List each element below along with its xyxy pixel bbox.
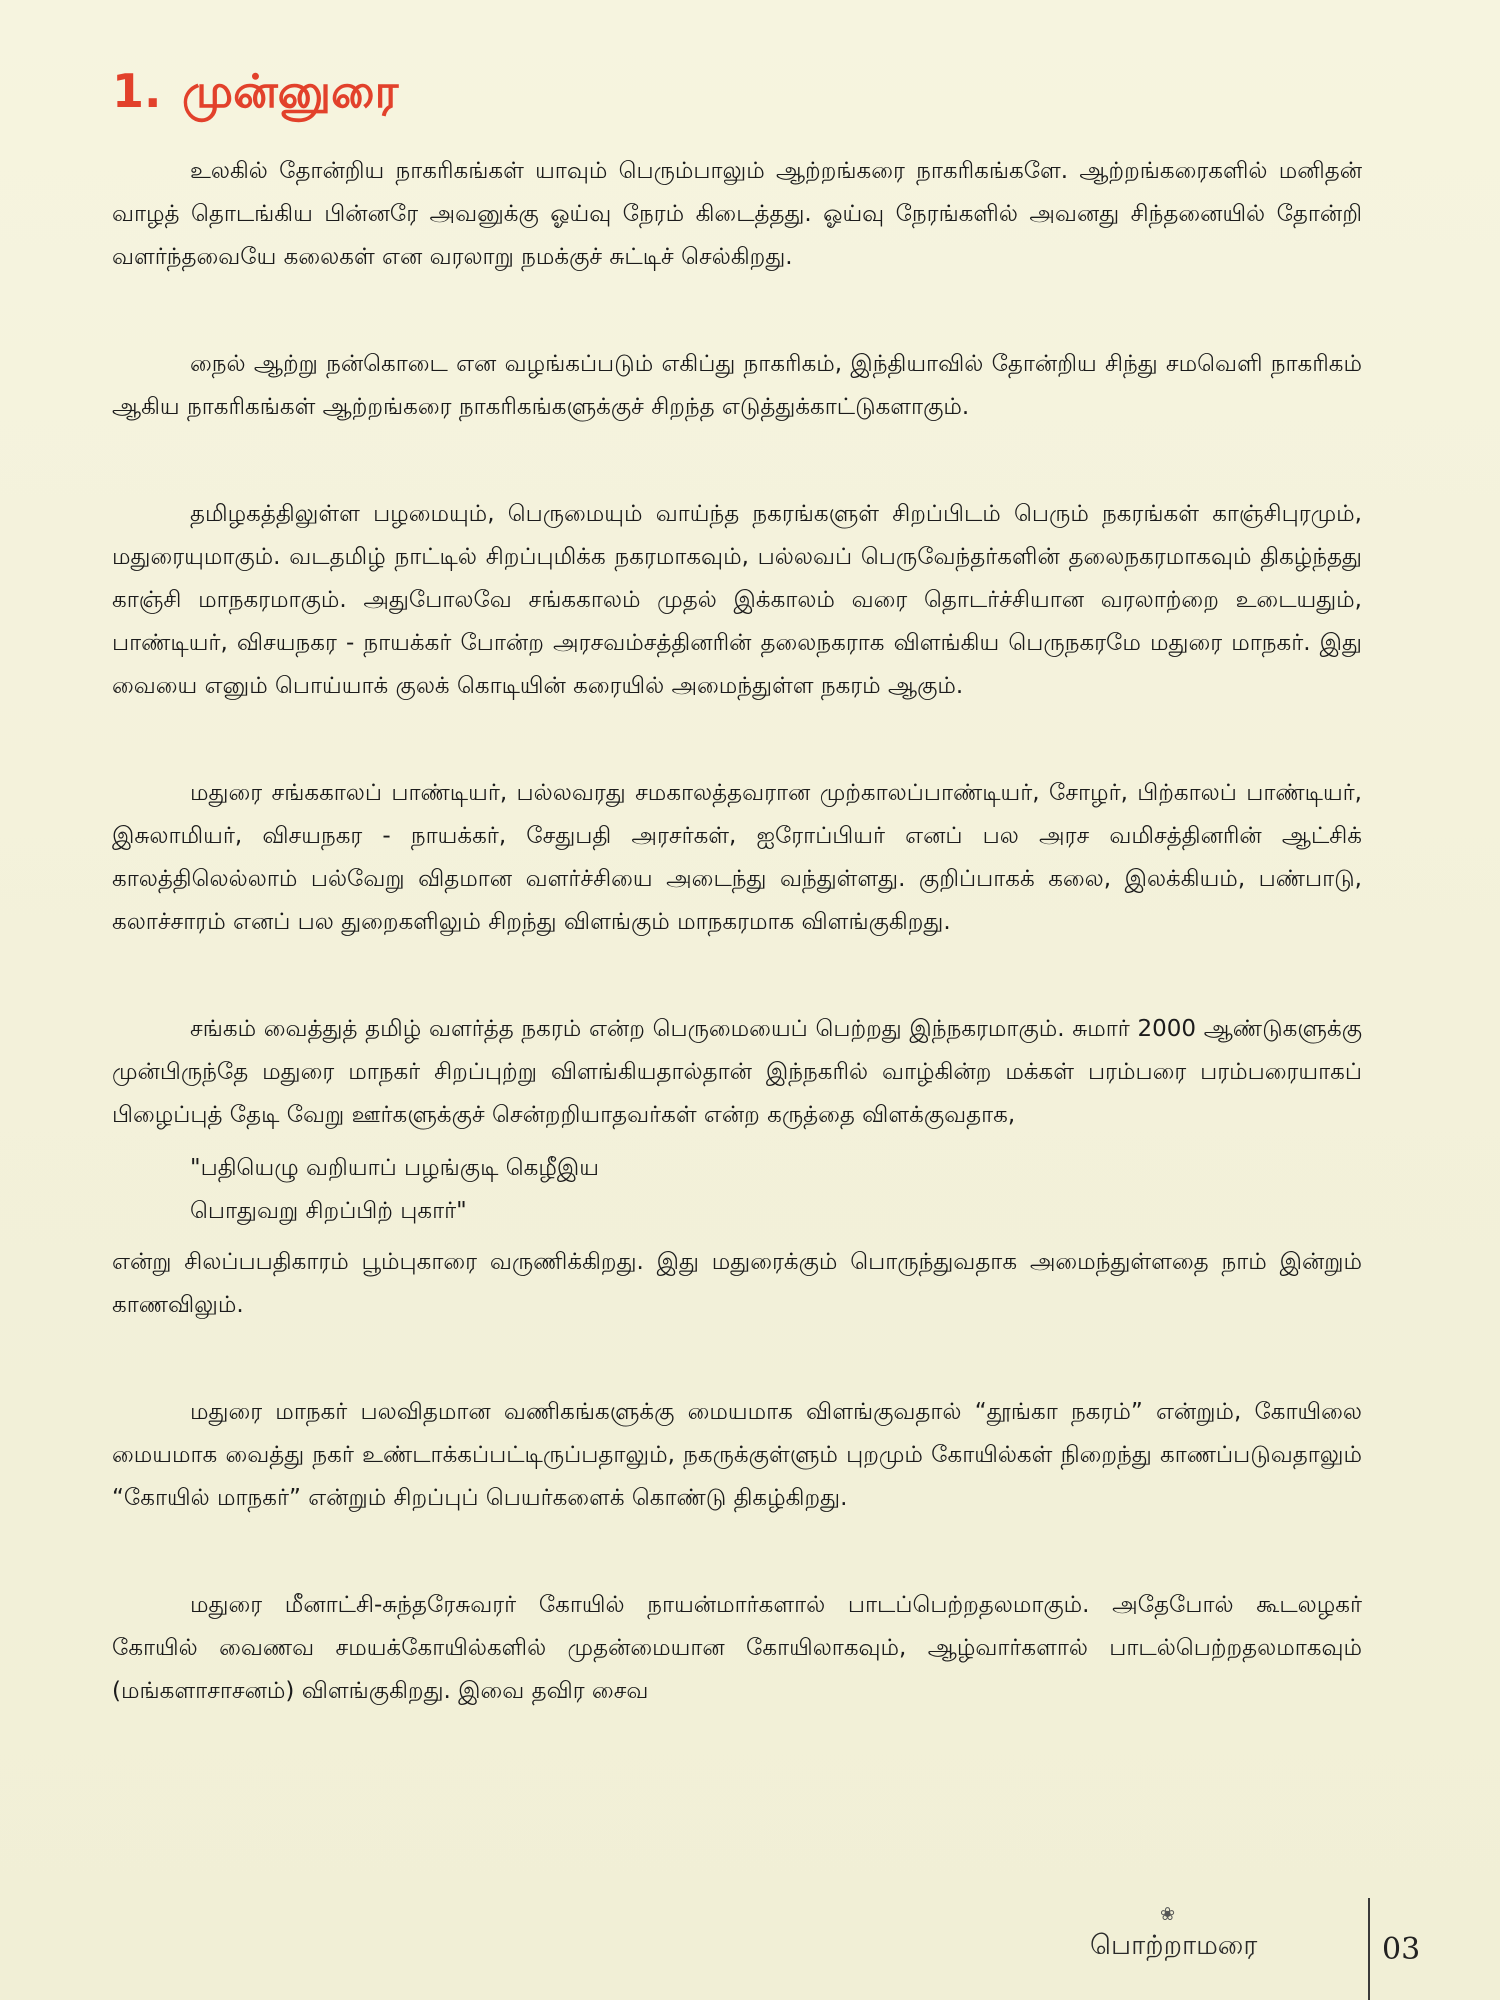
paragraph: மதுரை மாநகர் பலவிதமான வணிகங்களுக்கு மையமாக விளங்குவதால் “தூங்கா நகரம்” என்றும், கோயிலை மையமாக வைத்து நகர் உண்டாக்கப்பட்டிருப்பதாலும், நகருக்குள்ளும் புறமும் கோயில்கள் நிறைந்து காணப்படுவதாலும் “கோயில் மாநகர்” என்றும் சிறப்புப் பெயர்களைக் கொண்டு திகழ்கிறது. — [112, 1399, 1362, 1511]
verse-line: பொதுவறு சிறப்பிற் புகார்" — [190, 1198, 467, 1224]
paragraph: சங்கம் வைத்துத் தமிழ் வளர்த்த நகரம் என்ற பெருமையைப் பெற்றது இந்நகரமாகும். சுமார் 2000 ஆண்டுகளுக்கு முன்பிருந்தே மதுரை மாநகர் சிறப்புற்று விளங்கியதால்தான் இந்நகரில் வாழ்கின்ற மக்கள் பரம்பரை பரம்பரையாகப் பிழைப்புத் தேடி வேறு ஊர்களுக்குச் சென்றறியாதவர்கள் என்ற கருத்தை விளக்குவதாக, — [112, 1016, 1362, 1128]
footer-divider — [1368, 1898, 1370, 2000]
lotus-icon: ❀ — [1160, 1904, 1176, 1925]
paragraph: மதுரை சங்ககாலப் பாண்டியர், பல்லவரது சமகாலத்தவரான முற்காலப்பாண்டியர், சோழர், பிற்காலப் பாண்டியர், இசுலாமியர், விசயநகர - நாயக்கர், சேதுபதி அரசர்கள், ஐரோப்பியர் எனப் பல அரச வமிசத்தினரின் ஆட்சிக் காலத்திலெல்லாம் பல்வேறு விதமான வளர்ச்சியை அடைந்து வந்துள்ளது. குறிப்பாகக் கலை, இலக்கியம், பண்பாடு, கலாச்சாரம் எனப் பல துறைகளிலும் சிறந்து விளங்கும் மாநகரமாக விளங்குகிறது. — [112, 780, 1362, 935]
section-heading — [112, 66, 398, 117]
body-text — [112, 150, 1362, 1777]
paragraph: நைல் ஆற்று நன்கொடை என வழங்கப்படும் எகிப்து நாகரிகம், இந்தியாவில் தோன்றிய சிந்து சமவெளி நாகரிகம் ஆகிய நாகரிகங்கள் ஆற்றங்கரை நாகரிகங்களுக்குச் சிறந்த எடுத்துக்காட்டுகளாகும். — [112, 351, 1362, 420]
verse-quote — [112, 1147, 1362, 1233]
verse-line: "பதியெழு வறியாப் பழங்குடி கெழீஇய — [190, 1155, 599, 1181]
publication-logo — [1090, 1904, 1258, 1965]
page-number: 03 — [1382, 1932, 1421, 1967]
paragraph: என்று சிலப்பபதிகாரம் பூம்புகாரை வருணிக்கிறது. இது மதுரைக்கும் பொருந்துவதாக அமைந்துள்ளதை நாம் இன்றும் காணவிலும். — [112, 1249, 1362, 1318]
paragraph: மதுரை மீனாட்சி-சுந்தரேசுவரர் கோயில் நாயன்மார்களால் பாடப்பெற்றதலமாகும். அதேபோல் கூடலழகர் கோயில் வைணவ சமயக்கோயில்களில் முதன்மையான கோயிலாகவும், ஆழ்வார்களால் பாடல்பெற்றதலமாகவும் (மங்களாசாசனம்) விளங்குகிறது. இவை தவிர சைவ — [112, 1592, 1362, 1704]
paragraph: தமிழகத்திலுள்ள பழமையும், பெருமையும் வாய்ந்த நகரங்களுள் சிறப்பிடம் பெரும் நகரங்கள் காஞ்சிபுரமும், மதுரையுமாகும். வடதமிழ் நாட்டில் சிறப்புமிக்க நகரமாகவும், பல்லவப் பெருவேந்தர்களின் தலைநகரமாகவும் திகழ்ந்தது காஞ்சி மாநகரமாகும். அதுபோலவே சங்ககாலம் முதல் இக்காலம் வரை தொடர்ச்சியான வரலாற்றை உடையதும், பாண்டியர், விசயநகர - நாயக்கர் போன்ற அரசவம்சத்தினரின் தலைநகராக விளங்கிய பெருநகரமே மதுரை மாநகர். இது வையை எனும் பொய்யாக் குலக் கொடியின் கரையில் அமைந்துள்ள நகரம் ஆகும். — [112, 501, 1362, 699]
logo-text: பொற்றாமரை — [1090, 1930, 1258, 1961]
section-title: முன்னுரை — [182, 64, 399, 118]
paragraph: உலகில் தோன்றிய நாகரிகங்கள் யாவும் பெரும்பாலும் ஆற்றங்கரை நாகரிகங்களே. ஆற்றங்கரைகளில் மனிதன் வாழத் தொடங்கிய பின்னரே அவனுக்கு ஓய்வு நேரம் கிடைத்தது. ஓய்வு நேரங்களில் அவனது சிந்தனையில் தோன்றி வளர்ந்தவையே கலைகள் என வரலாறு நமக்குச் சுட்டிச் செல்கிறது. — [112, 158, 1362, 270]
section-number: 1. — [112, 64, 162, 118]
